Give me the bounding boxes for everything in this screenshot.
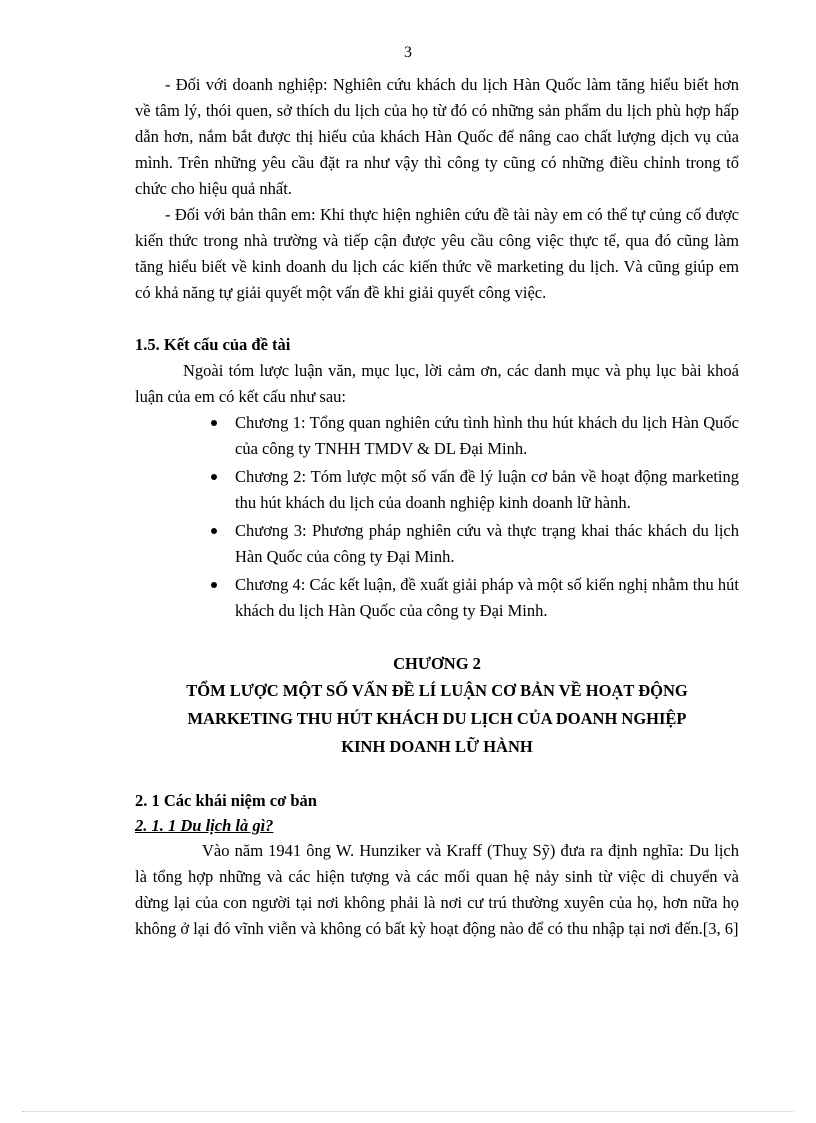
list-item-text: Chương 2: Tóm lược một số vấn đề lý luận cơ bản về hoạt động marketing thu hút khách du lịch của doanh nghiệp kinh doanh lữ hành. [235,467,739,512]
list-item-text: Chương 3: Phương pháp nghiên cứu và thực trạng khai thác khách du lịch Hàn Quốc của công ty Đại Minh. [235,521,739,566]
section-2-1-1-heading: 2. 1. 1 Du lịch là gì? [135,816,274,835]
section-1-5-heading: 1.5. Kết cấu của đề tài [135,335,291,354]
list-item [135,410,739,462]
tourism-definition-paragraph: Vào năm 1941 ông W. Hunziker và Kraff (Thuỵ Sỹ) đưa ra định nghĩa: Du lịch là tổng hợp những và các hiện tượng và các mối quan hệ nảy sinh từ việc di chuyển và dừng lại của con người tại nơi không phải là nơi cư trú thường xuyên của họ, hơn nữa họ không ở lại đó vĩnh viễn và không có bất kỳ hoạt động nào để có thu nhập tại nơi đến.[3, 6] [135,841,739,938]
bullet-icon [211,474,217,480]
chapter-title [135,677,739,761]
bullet-icon [211,582,217,588]
section-2-1-heading: 2. 1 Các khái niệm cơ bản [135,791,317,810]
list-item [135,572,739,624]
chapter-title-line: TỔM LƯỢC MỘT SỐ VẤN ĐỀ LÍ LUẬN CƠ BẢN VỀ HOẠT ĐỘNG [186,681,688,700]
chapter-title-line: KINH DOANH LỮ HÀNH [341,737,533,756]
chapter-structure-list [135,410,739,626]
list-item-text: Chương 4: Các kết luận, đề xuất giải pháp và một số kiến nghị nhằm thu hút khách du lịch Hàn Quốc của công ty Đại Minh. [235,575,739,620]
chapter-title-line: MARKETING THU HÚT KHÁCH DU LỊCH CỦA DOANH NGHIỆP [187,709,687,728]
bullet-icon [211,528,217,534]
paragraph-business-benefit: - Đối với doanh nghiệp: Nghiên cứu khách du lịch Hàn Quốc làm tăng hiểu biết hơn về tâm lý, thói quen, sở thích du lịch của họ từ đó có những sản phẩm du lịch phù hợp hấp dẫn hơn, nắm bắt được thị hiếu của khách Hàn Quốc để nâng cao chất lượng dịch vụ của mình. Trên những yêu cầu đặt ra như vậy thì công ty cũng có những điều chỉnh trong tổ chức cho hiệu quả nhất. [135,75,739,198]
list-item-text: Chương 1: Tổng quan nghiên cứu tình hình thu hút khách du lịch Hàn Quốc của công ty TNHH TMDV & DL Đại Minh. [235,413,739,458]
section-1-5-intro: Ngoài tóm lược luận văn, mục lục, lời cảm ơn, các danh mục và phụ lục bài khoá luận của em có kết cấu như sau: [135,361,739,406]
bullet-icon [211,420,217,426]
list-item [135,464,739,516]
page-bottom-divider [22,1111,794,1112]
page-number: 3 [404,44,412,61]
chapter-number: CHƯƠNG 2 [393,654,481,673]
paragraph-personal-benefit: - Đối với bản thân em: Khi thực hiện nghiên cứu đề tài này em có thể tự củng cố được kiến thức trong nhà trường và tiếp cận được yêu cầu công việc thực tế, qua đó cũng làm tăng hiểu biết về kinh doanh du lịch các kiến thức về marketing du lịch. Và cũng giúp em có khả năng tự giải quyết một vấn đề khi giải quyết công việc. [135,205,739,302]
list-item [135,518,739,570]
